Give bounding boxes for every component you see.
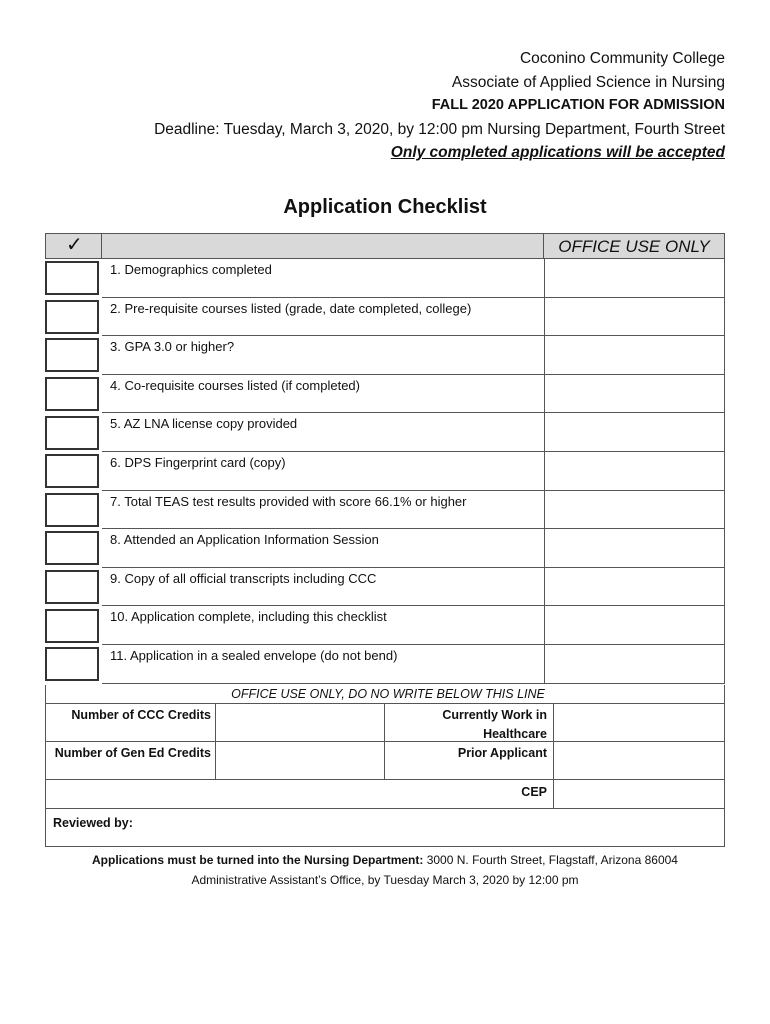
checkbox[interactable] [45, 377, 99, 411]
checklist-item-label: 10. Application complete, including this checklist [102, 606, 544, 645]
work-healthcare-label: Currently Work in Healthcare [385, 703, 554, 742]
checklist-header-blank [102, 233, 544, 259]
office-use-section [45, 685, 725, 847]
checklist-row [45, 606, 725, 645]
page-title: Application Checklist [283, 196, 487, 218]
office-use-cell[interactable] [544, 413, 725, 452]
application-title: FALL 2020 APPLICATION FOR ADMISSION [431, 97, 725, 113]
footer [0, 850, 770, 890]
deadline-text: Deadline: Tuesday, March 3, 2020, by 12:00 pm Nursing Department, Fourth Street [154, 120, 725, 138]
checkbox[interactable] [45, 454, 99, 488]
checklist-table [45, 233, 725, 684]
office-use-cell[interactable] [544, 529, 725, 568]
prior-applicant-label: Prior Applicant [385, 741, 554, 780]
checkbox-cell [45, 336, 102, 375]
checklist-item-label: 8. Attended an Application Information Session [102, 529, 544, 568]
gen-ed-credits-label: Number of Gen Ed Credits [45, 741, 216, 780]
office-use-cell[interactable] [544, 452, 725, 491]
office-row-3 [45, 779, 725, 809]
office-row-2 [45, 741, 725, 780]
cep-field[interactable] [554, 779, 725, 809]
checklist-row [45, 452, 725, 491]
checkbox-cell [45, 645, 102, 684]
checklist-item-label: 3. GPA 3.0 or higher? [102, 336, 544, 375]
checkbox-cell [45, 491, 102, 530]
office-use-cell[interactable] [544, 259, 725, 298]
checklist-row [45, 259, 725, 298]
checklist-row [45, 375, 725, 414]
checkbox[interactable] [45, 493, 99, 527]
checkbox-cell [45, 259, 102, 298]
office-use-cell[interactable] [544, 298, 725, 337]
checkbox-cell [45, 452, 102, 491]
checklist-row [45, 298, 725, 337]
checkbox-cell [45, 606, 102, 645]
checklist-row [45, 529, 725, 568]
completed-notice: Only completed applications will be accepted [390, 144, 725, 161]
office-use-cell[interactable] [544, 375, 725, 414]
checklist-item-label: 11. Application in a sealed envelope (do not bend) [102, 645, 544, 684]
office-use-cell[interactable] [544, 491, 725, 530]
checkbox-cell [45, 529, 102, 568]
checklist-header-row [45, 233, 725, 259]
checkbox[interactable] [45, 609, 99, 643]
ccc-credits-label: Number of CCC Credits [45, 703, 216, 742]
checkbox[interactable] [45, 647, 99, 681]
office-use-cell[interactable] [544, 336, 725, 375]
checkmark-icon: ✓ [45, 233, 102, 259]
checkbox[interactable] [45, 416, 99, 450]
checklist-item-label: 5. AZ LNA license copy provided [102, 413, 544, 452]
gen-ed-credits-field[interactable] [216, 741, 385, 780]
checklist-item-label: 9. Copy of all official transcripts including CCC [102, 568, 544, 607]
checkbox[interactable] [45, 531, 99, 565]
checklist-row [45, 336, 725, 375]
college-name: Coconino Community College [519, 50, 725, 67]
office-use-cell[interactable] [544, 606, 725, 645]
cep-label: CEP [45, 779, 554, 809]
prior-applicant-field[interactable] [554, 741, 725, 780]
footer-bold-text: Applications must be turned into the Nursing Department: [92, 853, 424, 867]
header [0, 47, 725, 165]
work-healthcare-field[interactable] [554, 703, 725, 742]
checkbox-cell [45, 298, 102, 337]
checkbox-cell [45, 568, 102, 607]
checklist-item-label: 7. Total TEAS test results provided with score 66.1% or higher [102, 491, 544, 530]
checkbox-cell [45, 375, 102, 414]
checklist-row [45, 491, 725, 530]
checklist-row [45, 568, 725, 607]
checkbox-cell [45, 413, 102, 452]
checkbox[interactable] [45, 570, 99, 604]
footer-line-1 [0, 850, 770, 870]
checklist-item-label: 6. DPS Fingerprint card (copy) [102, 452, 544, 491]
checkbox[interactable] [45, 300, 99, 334]
checklist-item-label: 1. Demographics completed [102, 259, 544, 298]
ccc-credits-field[interactable] [216, 703, 385, 742]
office-use-cell[interactable] [544, 645, 725, 684]
program-name: Associate of Applied Science in Nursing [451, 73, 725, 91]
checklist-item-label: 2. Pre-requisite courses listed (grade, date completed, college) [102, 298, 544, 337]
office-use-label: OFFICE USE ONLY, DO NO WRITE BELOW THIS LINE [45, 685, 725, 703]
checkbox[interactable] [45, 338, 99, 372]
office-row-1 [45, 703, 725, 742]
checklist-row [45, 413, 725, 452]
checklist-row [45, 645, 725, 684]
reviewed-by-field[interactable]: Reviewed by: [45, 808, 725, 847]
checkbox[interactable] [45, 261, 99, 295]
office-use-header: OFFICE USE ONLY [544, 233, 725, 259]
office-use-cell[interactable] [544, 568, 725, 607]
footer-line-2: Administrative Assistant’s Office, by Tuesday March 3, 2020 by 12:00 pm [191, 873, 579, 887]
footer-address: 3000 N. Fourth Street, Flagstaff, Arizona 86004 [423, 853, 678, 867]
checklist-item-label: 4. Co-requisite courses listed (if completed) [102, 375, 544, 414]
